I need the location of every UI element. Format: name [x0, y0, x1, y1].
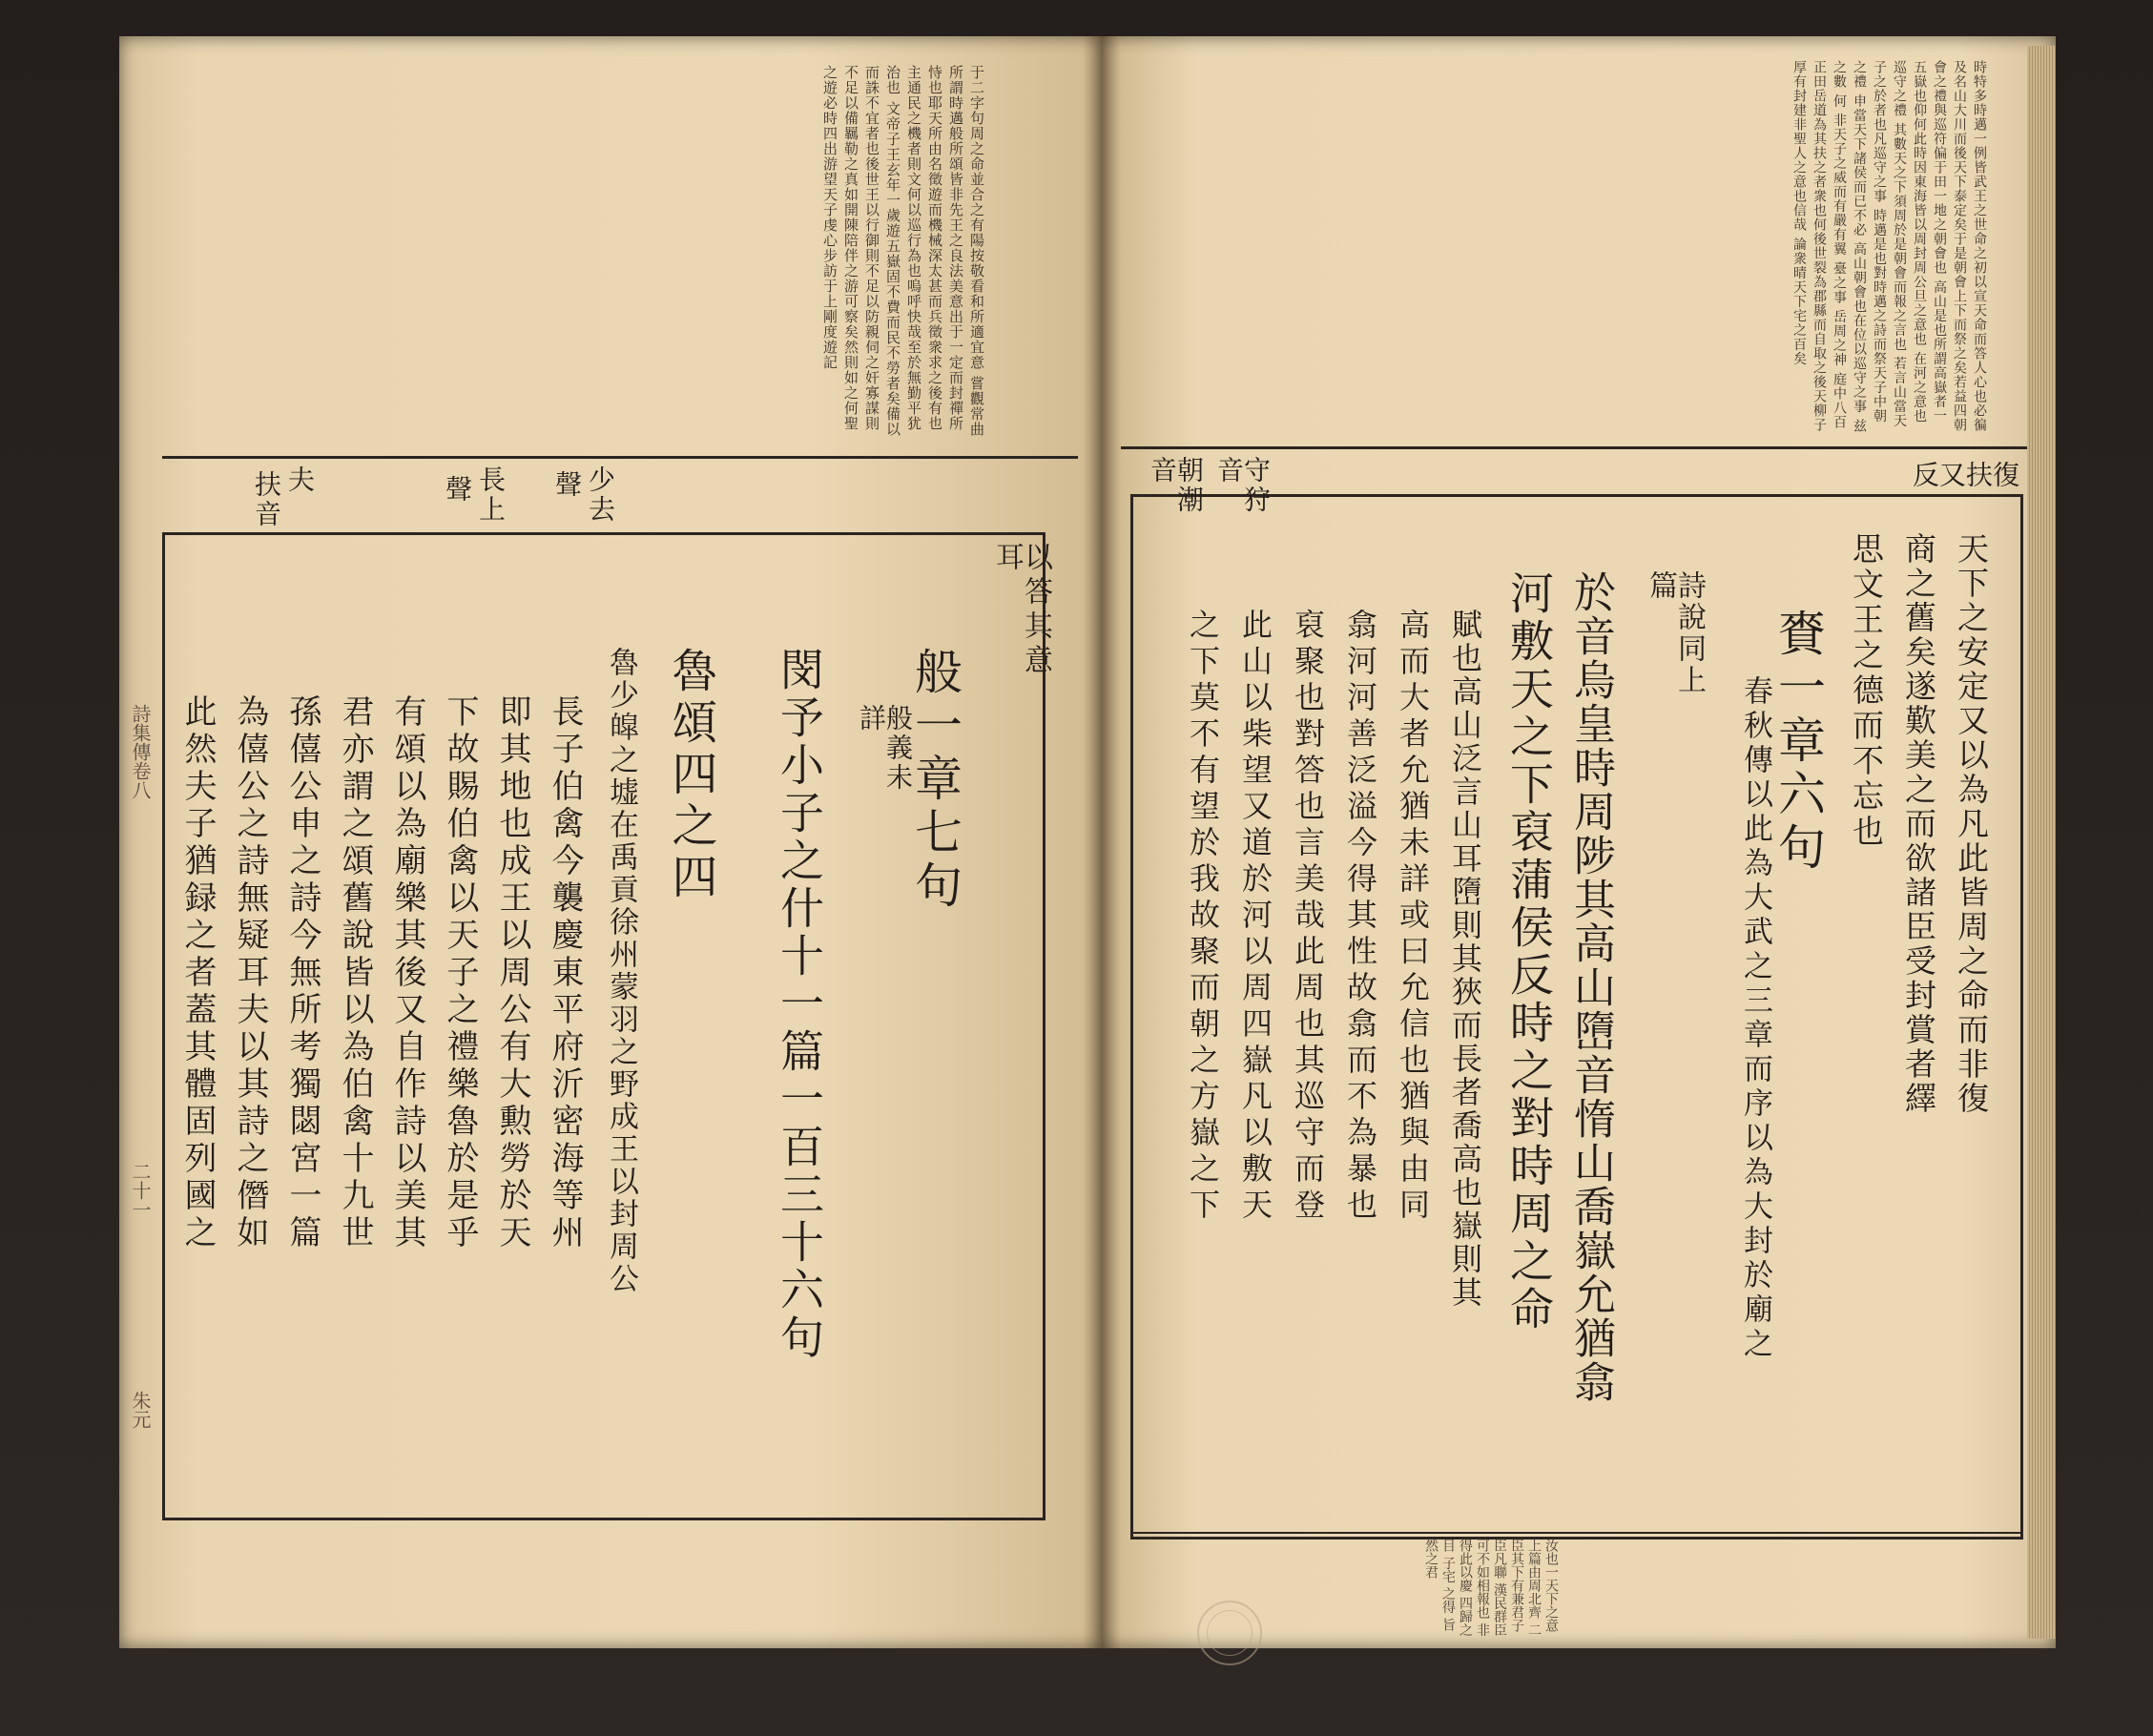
left-chapter-line: 般一章七句 — [907, 647, 963, 914]
right-top-note: 時特多時邁一例皆武王之世命之初以宣天命而答人心也必徧及名山大川而後天下泰定矣于是朝會上下而祭之矣若益四朝會之禮與巡符偏于田一地之朝會也 高山是也所謂高嶽者一五嶽也仰何此時因東海皆以周封周公旦之意也 在河之意也 巡守之禮 其數天之下須周於是朝會而報之言也 若言山當天子之於者也凡巡守之事 時邁是也對時邁之詩而祭天子中朝之禮 申當天下諸侯而已不必 高山朝會也在位以巡守之事 兹之數 何 非天子之威而有嚴有翼 臺之事 岳周之神 庭中八百正田岳道為其扶之者衆也何後世裂為郡縣而自取之後天柳子厚有封建非聖人之意也信哉 論衆晴天下宅之百矣 — [1791, 60, 1987, 434]
left-gloss-line: 般義未詳 — [856, 704, 914, 793]
right-verse-line-2: 河敷天之下裒蒲侯反時之對時周之命 — [1503, 570, 1555, 1333]
right-text-line-9: 之下莫不有望於我故聚而朝之方嶽之下 — [1185, 609, 1221, 1225]
right-header-gloss-1: 復扶又反 — [1909, 461, 2020, 490]
page-edges — [2027, 46, 2056, 1639]
right-header-rule — [1121, 446, 2037, 449]
right-text-line-6: 翕河河善泛溢今得其性故翕而不為暴也 — [1342, 609, 1378, 1225]
header-gloss-4: 聲 — [551, 470, 583, 500]
header-gloss-1: 扶音 — [251, 470, 282, 529]
left-summary-line: 閔予小子之什十一篇一百三十六句 — [774, 647, 825, 1362]
left-fold-number: 二十一 — [129, 1162, 152, 1219]
left-text-line-6: 君亦謂之頌舊說皆以為伯禽十九世 — [336, 694, 374, 1252]
left-header-rule — [162, 456, 1078, 459]
left-text-line-2: 長子伯禽今襲慶東平府沂密海等州 — [546, 694, 584, 1252]
right-bottom-note: 汝也一天下之意上篇由周北齊 二臣其下有兼君子臣凡聯 漢民群臣可不如相報也 非得此以慶 四歸之目 子宅 之得 旨 然之君 — [1423, 1539, 1559, 1637]
book-spread — [119, 36, 2056, 1648]
header-gloss-2: 夫 — [284, 465, 316, 495]
left-fold-mark: 朱元 — [129, 1391, 152, 1429]
left-col-0: 以答其意耳 — [990, 542, 1052, 679]
left-text-line-1: 魯少皡之墟在禹貢徐州蒙羽之野成王以封周公 — [604, 647, 638, 1295]
right-text-line-3: 思文王之德而不忘也 — [1848, 532, 1885, 850]
right-page — [1102, 36, 2056, 1648]
right-text-line-1: 天下之安定又以為凡此皆周之命而非復 — [1953, 532, 1990, 1116]
right-chapter-line: 賚一章六句 — [1770, 609, 1826, 876]
left-text-line-8: 為僖公之詩無疑耳夫以其詩之僭如 — [231, 694, 269, 1252]
right-inner-rule — [1130, 1532, 2021, 1534]
left-text-line-9: 此然夫子猶録之者蓋其體固列國之 — [178, 694, 217, 1252]
left-inner-rule — [162, 1518, 1044, 1519]
right-header-gloss-3: 朝潮音 — [1147, 456, 1205, 515]
left-text-line-4: 下故賜伯禽以天子之禮樂魯於是乎 — [441, 694, 479, 1252]
right-section-line: 詩說同上篇 — [1644, 570, 1706, 696]
left-text-line-5: 有頌以為廟樂其後又自作詩以美其 — [388, 694, 426, 1252]
header-gloss-3: 少去 — [585, 465, 616, 525]
book-gutter — [1083, 36, 1121, 1648]
right-text-line-4: 賦也高山泛言山耳嶞則其狹而長者喬高也嶽則其 — [1447, 609, 1483, 1310]
right-text-line-5: 高而大者允猶未詳或曰允信也猶與由同 — [1395, 609, 1431, 1225]
header-gloss-5: 長上 — [475, 465, 507, 525]
library-stamp — [1197, 1601, 1262, 1665]
right-text-line-2: 商之舊矣遂歎美之而欲諸臣受封賞者繹 — [1900, 532, 1937, 1116]
header-gloss-6: 聲 — [442, 475, 473, 505]
right-verse-line-1: 於音烏皇時周陟其高山嶞音惰山喬嶽允猶翕 — [1566, 570, 1615, 1404]
right-header-gloss-2: 守狩音 — [1213, 456, 1272, 515]
left-text-line-3: 即其地也成王以周公有大勲勞於天 — [493, 694, 531, 1252]
right-gloss-line: 春秋傳以此為大武之三章而序以為大封於廟之 — [1738, 675, 1772, 1362]
left-page — [119, 36, 1102, 1648]
left-top-note: 于二字句周之命並合之有陽按敬看和所適宜意 嘗觀常曲所謂時邁般所頌皆非先王之良法美意出于一定而封禪所恃也耶天所由名徵遊而機械深太甚而兵徵衆求之後有也主通民之機者則文何以巡行為也嗚呼快哉至於無勤平犹治也 文帝子王玄年一歲遊五嶽固不費而民不勞者矣備以而誅不宜者也後世王以行御則不足以防親伺之奸寡謀則不足以備羈勒之真如開陳陪伴之游可察矣然則如之何聖之遊必時四出游望天子虔心步訪于上剛度遊記 — [821, 65, 985, 437]
left-text-line-7: 孫僖公申之詩今無所考獨閟宮一篇 — [283, 694, 321, 1252]
right-text-line-8: 此山以柴望又道於河以周四嶽凡以敷天 — [1237, 609, 1273, 1225]
right-text-line-7: 裒聚也對答也言美哉此周也其巡守而登 — [1290, 609, 1326, 1225]
left-fold-title: 詩集傳卷八 — [129, 704, 152, 799]
left-title-line: 魯頌四之四 — [664, 647, 717, 904]
